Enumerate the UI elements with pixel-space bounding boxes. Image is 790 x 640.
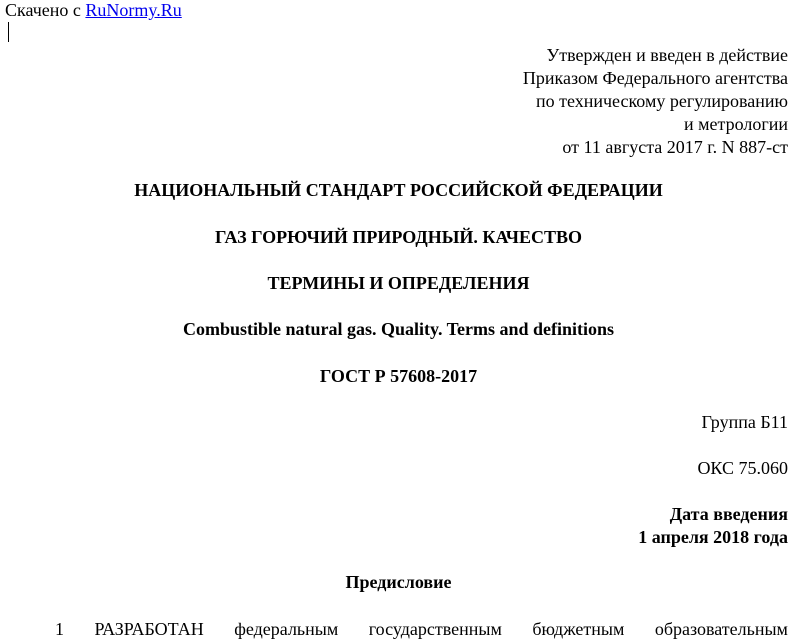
intro-date-value: 1 апреля 2018 года (638, 527, 788, 547)
approval-line: Утвержден и введен в действие (546, 45, 788, 65)
para-word: федеральным (234, 619, 339, 639)
intro-date-block (638, 503, 788, 549)
title-line-2: ТЕРМИНЫ И ОПРЕДЕЛЕНИЯ (267, 273, 530, 293)
standard-type-heading: НАЦИОНАЛЬНЫЙ СТАНДАРТ РОССИЙСКОЙ ФЕДЕРАЦИИ (134, 180, 663, 200)
standard-code: ГОСТ Р 57608-2017 (319, 366, 478, 386)
para-word: государственным (368, 619, 502, 639)
para-word: 1 (55, 619, 64, 639)
foreword-paragraph-1 (55, 619, 788, 640)
source-link[interactable]: RuNormy.Ru (85, 0, 182, 20)
source-line (5, 0, 182, 20)
intro-date-label: Дата введения (669, 504, 788, 524)
text-cursor (8, 22, 9, 42)
foreword-title: Предисловие (345, 572, 452, 592)
source-prefix: Скачено с (5, 0, 81, 20)
para-word: бюджетным (532, 619, 625, 639)
title-line-1: ГАЗ ГОРЮЧИЙ ПРИРОДНЫЙ. КАЧЕСТВО (215, 227, 582, 247)
approval-line: по техническому регулированию (535, 91, 788, 111)
para-word: РАЗРАБОТАН (94, 619, 204, 639)
approval-line: от 11 августа 2017 г. N 887-ст (562, 137, 788, 157)
approval-line: и метрологии (684, 114, 788, 134)
approval-line: Приказом Федерального агентства (522, 68, 788, 88)
para-word: образовательным (654, 619, 788, 639)
oks-code: ОКС 75.060 (697, 458, 788, 478)
title-english: Combustible natural gas. Quality. Terms and definitions (182, 319, 615, 339)
approval-block (523, 44, 788, 159)
group-code: Группа Б11 (701, 412, 788, 432)
